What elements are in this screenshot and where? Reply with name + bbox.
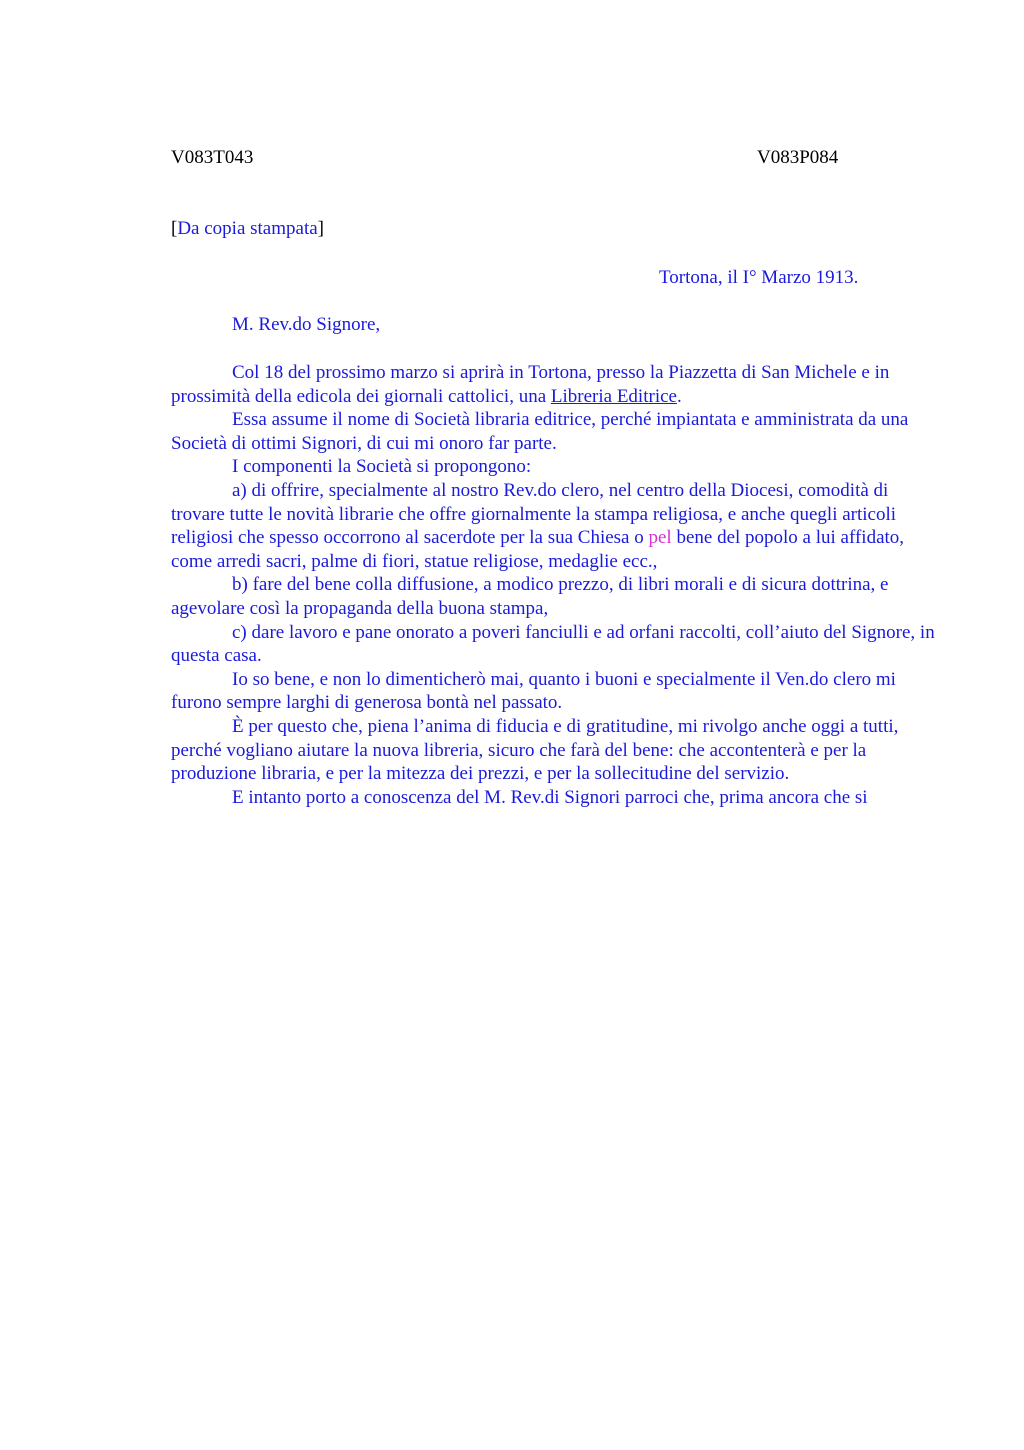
date-line: Tortona, il I° Marzo 1913. — [659, 267, 859, 288]
letter-body — [171, 361, 936, 809]
paragraph-2: Essa assume il nome di Società libraria editrice, perché impiantata e amministrata da una Società di ottimi Signori, di cui mi onoro far parte. — [171, 409, 909, 454]
highlighted-word: pel — [648, 527, 672, 549]
source-close-bracket: ] — [317, 218, 324, 239]
paragraph-4-text: a) di offrire, specialmente al nostro Rev.do clero, nel centro della Diocesi, comodità di trovare tutte le novità librarie che offre giornalmente la stampa religiosa, e anche quegli articoli religiosi che spesso occorrono al sacerdote per la sua Chiesa o — [171, 479, 897, 549]
paragraph-8: È per questo che, piena l’anima di fiducia e di gratitudine, mi rivolgo anche oggi a tutti, perché vogliano aiutare la nuova libreria, sicuro che farà del bene: che accontenterà e per la produzione libraria, e per la mitezza dei prezzi, e per la sollecitudine del servizio. — [171, 715, 899, 785]
paragraph-7: Io so bene, e non lo dimenticherò mai, quanto i buoni e specialmente il Ven.do clero mi furono sempre larghi di generosa bontà nel passato. — [171, 668, 896, 714]
paragraph-4 — [171, 479, 936, 573]
libreria-editrice-underlined: Libreria Editrice — [550, 385, 677, 407]
source-note — [171, 218, 324, 240]
paragraph-6: c) dare lavoro e pane onorato a poveri fanciulli e ad orfani raccolti, coll’aiuto del Signore, in questa casa. — [171, 621, 935, 667]
paragraph-1 — [171, 361, 936, 408]
paragraph-5: b) fare del bene colla diffusione, a modico prezzo, di libri morali e di sicura dottrina, e agevolare così la propaganda della buona stampa, — [171, 574, 889, 619]
paragraph-1-text: Col 18 del prossimo marzo si aprirà in Tortona, presso la Piazzetta di San Michele e in prossimità della edicola dei giornali cattolici, una — [171, 362, 890, 407]
paragraph-9: E intanto porto a conoscenza del M. Rev.di Signori parroci che, prima ancora che si — [232, 786, 868, 808]
paragraph-3: I componenti la Società si propongono: — [232, 456, 532, 478]
source-note-text: Da copia stampata — [177, 218, 318, 239]
reference-code-right: V083P084 — [757, 147, 839, 168]
reference-code-left: V083T043 — [171, 147, 254, 168]
salutation: M. Rev.do Signore, — [232, 314, 381, 335]
paragraph-1-end: . — [676, 385, 682, 407]
source-open-bracket: [ — [171, 218, 178, 239]
paragraph-4-end: bene del popolo a lui affidato, come arredi sacri, palme di fiori, statue religiose, medaglie ecc., — [171, 527, 905, 572]
